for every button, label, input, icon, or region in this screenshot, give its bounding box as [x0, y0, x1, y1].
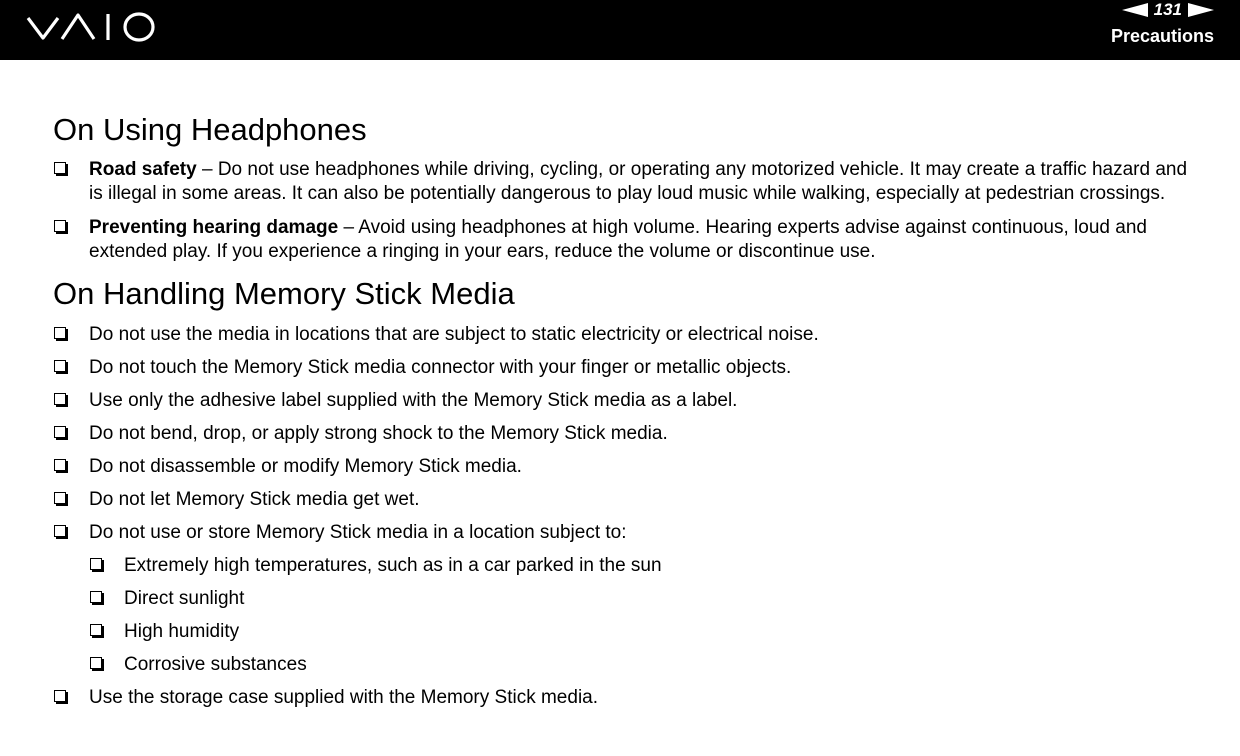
item-text: – Avoid using headphones at high volume. Hearing experts advise against continuous, loud and extended play. If you experience a ringing in your ears, reduce the volume or discontinue use.: [89, 217, 1147, 262]
sub-list-item: Direct sunlight: [89, 587, 1203, 611]
list-item: Do not let Memory Stick media get wet.: [53, 488, 1203, 512]
list-item: Do not touch the Memory Stick media connector with your finger or metallic objects.: [53, 356, 1203, 380]
list-item: [53, 158, 1203, 206]
checkbox-bullet-icon: [90, 558, 102, 570]
checkbox-bullet-icon: [90, 624, 102, 636]
list-item: Do not disassemble or modify Memory Stick media.: [53, 455, 1203, 479]
checkbox-bullet-icon: [54, 220, 66, 232]
checkbox-bullet-icon: [54, 426, 66, 438]
list-item: Use only the adhesive label supplied with the Memory Stick media as a label.: [53, 389, 1203, 413]
sub-list-item: High humidity: [89, 620, 1203, 644]
list-item: Use the storage case supplied with the Memory Stick media.: [53, 686, 1203, 710]
sub-list-item: Corrosive substances: [89, 653, 1203, 677]
vaio-logo: [26, 10, 158, 44]
checkbox-bullet-icon: [54, 360, 66, 372]
checkbox-bullet-icon: [54, 525, 66, 537]
list-item: Do not use the media in locations that are subject to static electricity or electrical noise.: [53, 323, 1203, 347]
list-item: Do not bend, drop, or apply strong shock to the Memory Stick media.: [53, 422, 1203, 446]
memory-stick-heading: On Handling Memory Stick Media: [53, 276, 515, 311]
page-content: [53, 110, 1203, 710]
section-title: Precautions: [1110, 26, 1214, 46]
checkbox-bullet-icon: [54, 492, 66, 504]
list-item: [53, 216, 1203, 264]
page-header: [0, 0, 1240, 60]
checkbox-bullet-icon: [54, 393, 66, 405]
headphones-list: [53, 158, 1203, 264]
sub-list-item: Extremely high temperatures, such as in a car parked in the sun: [89, 554, 1203, 578]
page-number: 131: [1153, 0, 1182, 19]
checkbox-bullet-icon: [54, 459, 66, 471]
memory-stick-list: [53, 323, 1203, 710]
list-item: Do not use or store Memory Stick media in a location subject to: Extremely high temperatures, such as in a car parked in the sun Direct sunlight High humidity Corrosive substances: [53, 521, 1203, 677]
checkbox-bullet-icon: [90, 657, 102, 669]
checkbox-bullet-icon: [54, 162, 66, 174]
headphones-heading: On Using Headphones: [53, 112, 367, 147]
previous-page-arrow-icon[interactable]: [1122, 3, 1148, 17]
item-term: Preventing hearing damage: [89, 217, 339, 238]
item-text: – Do not use headphones while driving, cycling, or operating any motorized vehicle. It may create a traffic hazard and is illegal in some areas. It can also be potentially dangerous to play loud music while walking, especially at pedestrian crossings.: [89, 159, 1188, 204]
next-page-arrow-icon[interactable]: [1188, 3, 1214, 17]
checkbox-bullet-icon: [90, 591, 102, 603]
sub-list: [89, 554, 1203, 677]
item-term: Road safety: [89, 159, 197, 180]
page-navigation: [1122, 0, 1214, 20]
checkbox-bullet-icon: [54, 690, 66, 702]
checkbox-bullet-icon: [54, 327, 66, 339]
